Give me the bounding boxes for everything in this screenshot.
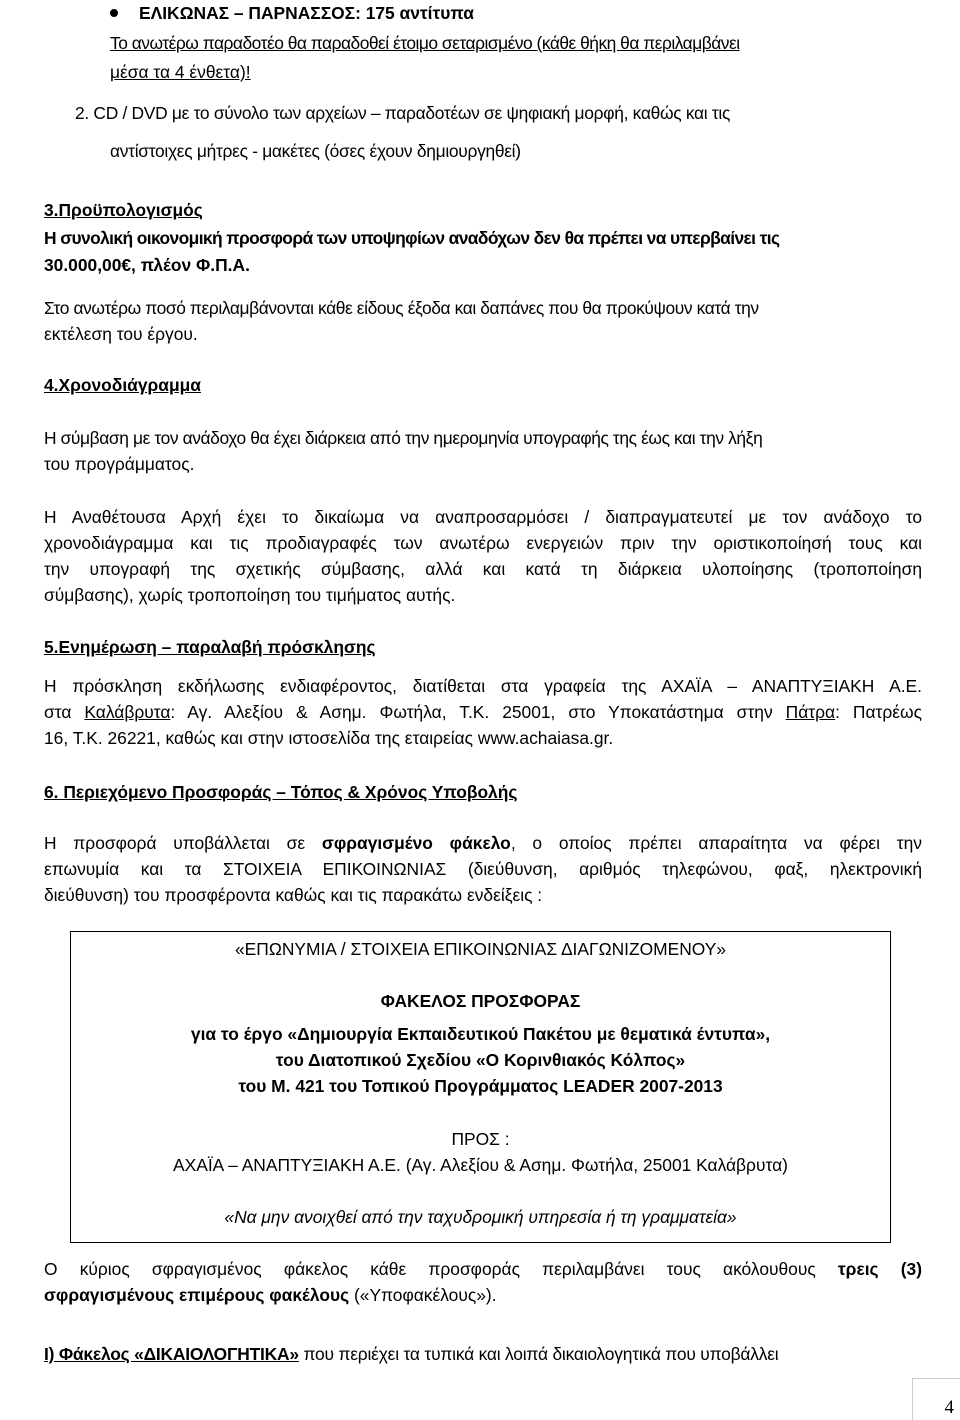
section-6-p1-line-3: διεύθυνση) του προσφέροντα καθώς και τις παρακάτω ενδείξεις :: [44, 885, 543, 905]
closing-line-2: [44, 1284, 497, 1306]
section-6-p1-pre: Η προσφορά υποβάλλεται σε: [44, 833, 322, 853]
item-2-line-2: αντίστοιχες μήτρες - μακέτες (όσες έχουν δημιουργηθεί): [110, 141, 521, 161]
envelope-sender-line: «ΕΠΩΝΥΜΙΑ / ΣΤΟΙΧΕΙΑ ΕΠΙΚΟΙΝΩΝΙΑΣ ΔΙΑΓΩΝΙΖΟΜΕΝΟΥ»: [235, 939, 726, 959]
section-4-p2-line-1: Η Αναθέτουσα Αρχή έχει το δικαίωμα να αναπροσαρμόσει / διαπραγματευτεί με τον ανάδοχο το: [44, 507, 922, 527]
closing-line-2-post: («Υποφακέλους»).: [349, 1285, 497, 1305]
section-5-line-2-mid: : Αγ. Αλεξίου & Ασημ. Φωτήλα, Τ.Κ. 25001, στο Υποκατάστημα στην: [170, 702, 786, 722]
section-3-line-1: Η συνολική οικονομική προσφορά των υποψηφίων αναδόχων δεν θα πρέπει να υπερβαίνει τις: [44, 228, 780, 248]
section-6-heading: 6. Περιεχόμενο Προσφοράς – Τόπος & Χρόνος Υποβολής: [44, 782, 518, 802]
section-4-p1-line-2: του προγράμματος.: [44, 454, 195, 474]
delivery-note-line-2: μέσα τα 4 ένθετα)!: [110, 62, 251, 82]
section-4-heading: 4.Χρονοδιάγραμμα: [44, 375, 201, 395]
envelope-to-address: ΑΧΑΪΑ – ΑΝΑΠΤΥΞΙΑΚΗ Α.Ε. (Αγ. Αλεξίου & Ασημ. Φωτήλα, 25001 Καλάβρυτα): [173, 1155, 788, 1175]
section-5-line-2-pre: στα: [44, 702, 85, 722]
delivery-note-line-1: Το ανωτέρω παραδοτέο θα παραδοθεί έτοιμο σεταρισμένο (κάθε θήκη θα περιλαμβάνει: [110, 33, 740, 53]
section-5-heading: 5.Ενημέρωση – παραλαβή πρόσκλησης: [44, 637, 376, 657]
closing-line-1-pre: Ο κύριος σφραγισμένος φάκελος κάθε προσφοράς περιλαμβάνει τους ακόλουθους: [44, 1259, 838, 1279]
section-6-p1-line-1: [44, 832, 922, 854]
section-4-p2-line-3: την υπογραφή της σχετικής σύμβασης, αλλά και κατά τη διάρκεια υλοποίησης (τροποποίηση: [44, 559, 922, 579]
section-5-line-1: Η πρόσκληση εκδήλωσης ενδιαφέροντος, διατίθεται στα γραφεία της ΑΧΑΪΑ – ΑΝΑΠΤΥΞΙΑΚΗ Α.Ε.: [44, 676, 922, 696]
envelope-project-line-3: του Μ. 421 του Τοπικού Προγράμματος LEADER 2007-2013: [238, 1076, 723, 1096]
closing-line-1: [44, 1258, 922, 1280]
envelope-title: ΦΑΚΕΛΟΣ ΠΡΟΣΦΟΡΑΣ: [380, 991, 581, 1011]
envelope-project-line-1: για το έργο «Δημιουργία Εκπαιδευτικού Πακέτου με θεματικά έντυπα»,: [190, 1024, 771, 1044]
section-5-line-3: 16, Τ.Κ. 26221, καθώς και στην ιστοσελίδα της εταιρείας www.achaiasa.gr.: [44, 728, 614, 748]
patra-link[interactable]: Πάτρα: [785, 702, 836, 722]
closing-line-2-bold: σφραγισμένους επιμέρους φακέλους: [44, 1285, 350, 1305]
section-5-line-2-post: : Πατρέως: [835, 702, 922, 722]
folder-1-heading: Ι) Φάκελος «ΔΙΚΑΙΟΛΟΓΗΤΙΚΑ»: [44, 1344, 299, 1364]
bullet-text: ΕΛΙΚΩΝΑΣ – ΠΑΡΝΑΣΣΟΣ: 175 αντίτυπα: [139, 3, 474, 23]
item-2-line-1: 2. CD / DVD με το σύνολο των αρχείων – παραδοτέων σε ψηφιακή μορφή, καθώς και τις: [75, 103, 731, 123]
sealed-envelope-text: σφραγισμένο φάκελο: [321, 833, 511, 853]
envelope-project-line-2: του Διατοπικού Σχεδίου «Ο Κορινθιακός Κόλπος»: [275, 1050, 686, 1070]
bullet-icon: [110, 9, 118, 17]
closing-line-3: [44, 1343, 778, 1365]
section-6-p1-post: , ο οποίος πρέπει απαραίτητα να φέρει την: [510, 833, 923, 853]
section-3-para-line-2: εκτέλεση του έργου.: [44, 324, 198, 344]
kalavryta-link[interactable]: Καλάβρυτα: [84, 702, 171, 722]
closing-line-1-bold: τρεις (3): [837, 1259, 922, 1279]
section-4-p2-line-4: σύμβασης), χωρίς τροποποίηση του τιμήματος αυτής.: [44, 585, 456, 605]
section-3-para-line-1: Στο ανωτέρω ποσό περιλαμβάνονται κάθε είδους έξοδα και δαπάνες που θα προκύψουν κατά την: [44, 298, 759, 318]
envelope-notice: «Να μην ανοιχθεί από την ταχυδρομική υπηρεσία ή τη γραμματεία»: [224, 1207, 737, 1227]
closing-line-3-post: που περιέχει τα τυπικά και λοιπά δικαιολογητικά που υποβάλλει: [298, 1344, 779, 1364]
section-6-p1-line-2: επωνυμία και τα ΣΤΟΙΧΕΙΑ ΕΠΙΚΟΙΝΩΝΙΑΣ (διεύθυνση, αριθμός τηλεφώνου, φαξ, ηλεκτρονική: [44, 859, 922, 879]
page-number: 4: [944, 1397, 954, 1418]
section-3-line-2: 30.000,00€, πλέον Φ.Π.Α.: [44, 255, 250, 275]
section-4-p2-line-2: χρονοδιάγραμμα και τις προδιαγραφές των ανωτέρω ενεργειών πριν την οριστικοποίησή τους και: [44, 533, 922, 553]
envelope-to-label: ΠΡΟΣ :: [451, 1129, 510, 1149]
section-4-p1-line-1: Η σύμβαση με τον ανάδοχο θα έχει διάρκεια από την ημερομηνία υπογραφής της έως και την λήξη: [44, 428, 763, 448]
section-3-heading: 3.Προϋπολογισμός: [44, 200, 203, 220]
section-5-line-2: [44, 701, 922, 723]
